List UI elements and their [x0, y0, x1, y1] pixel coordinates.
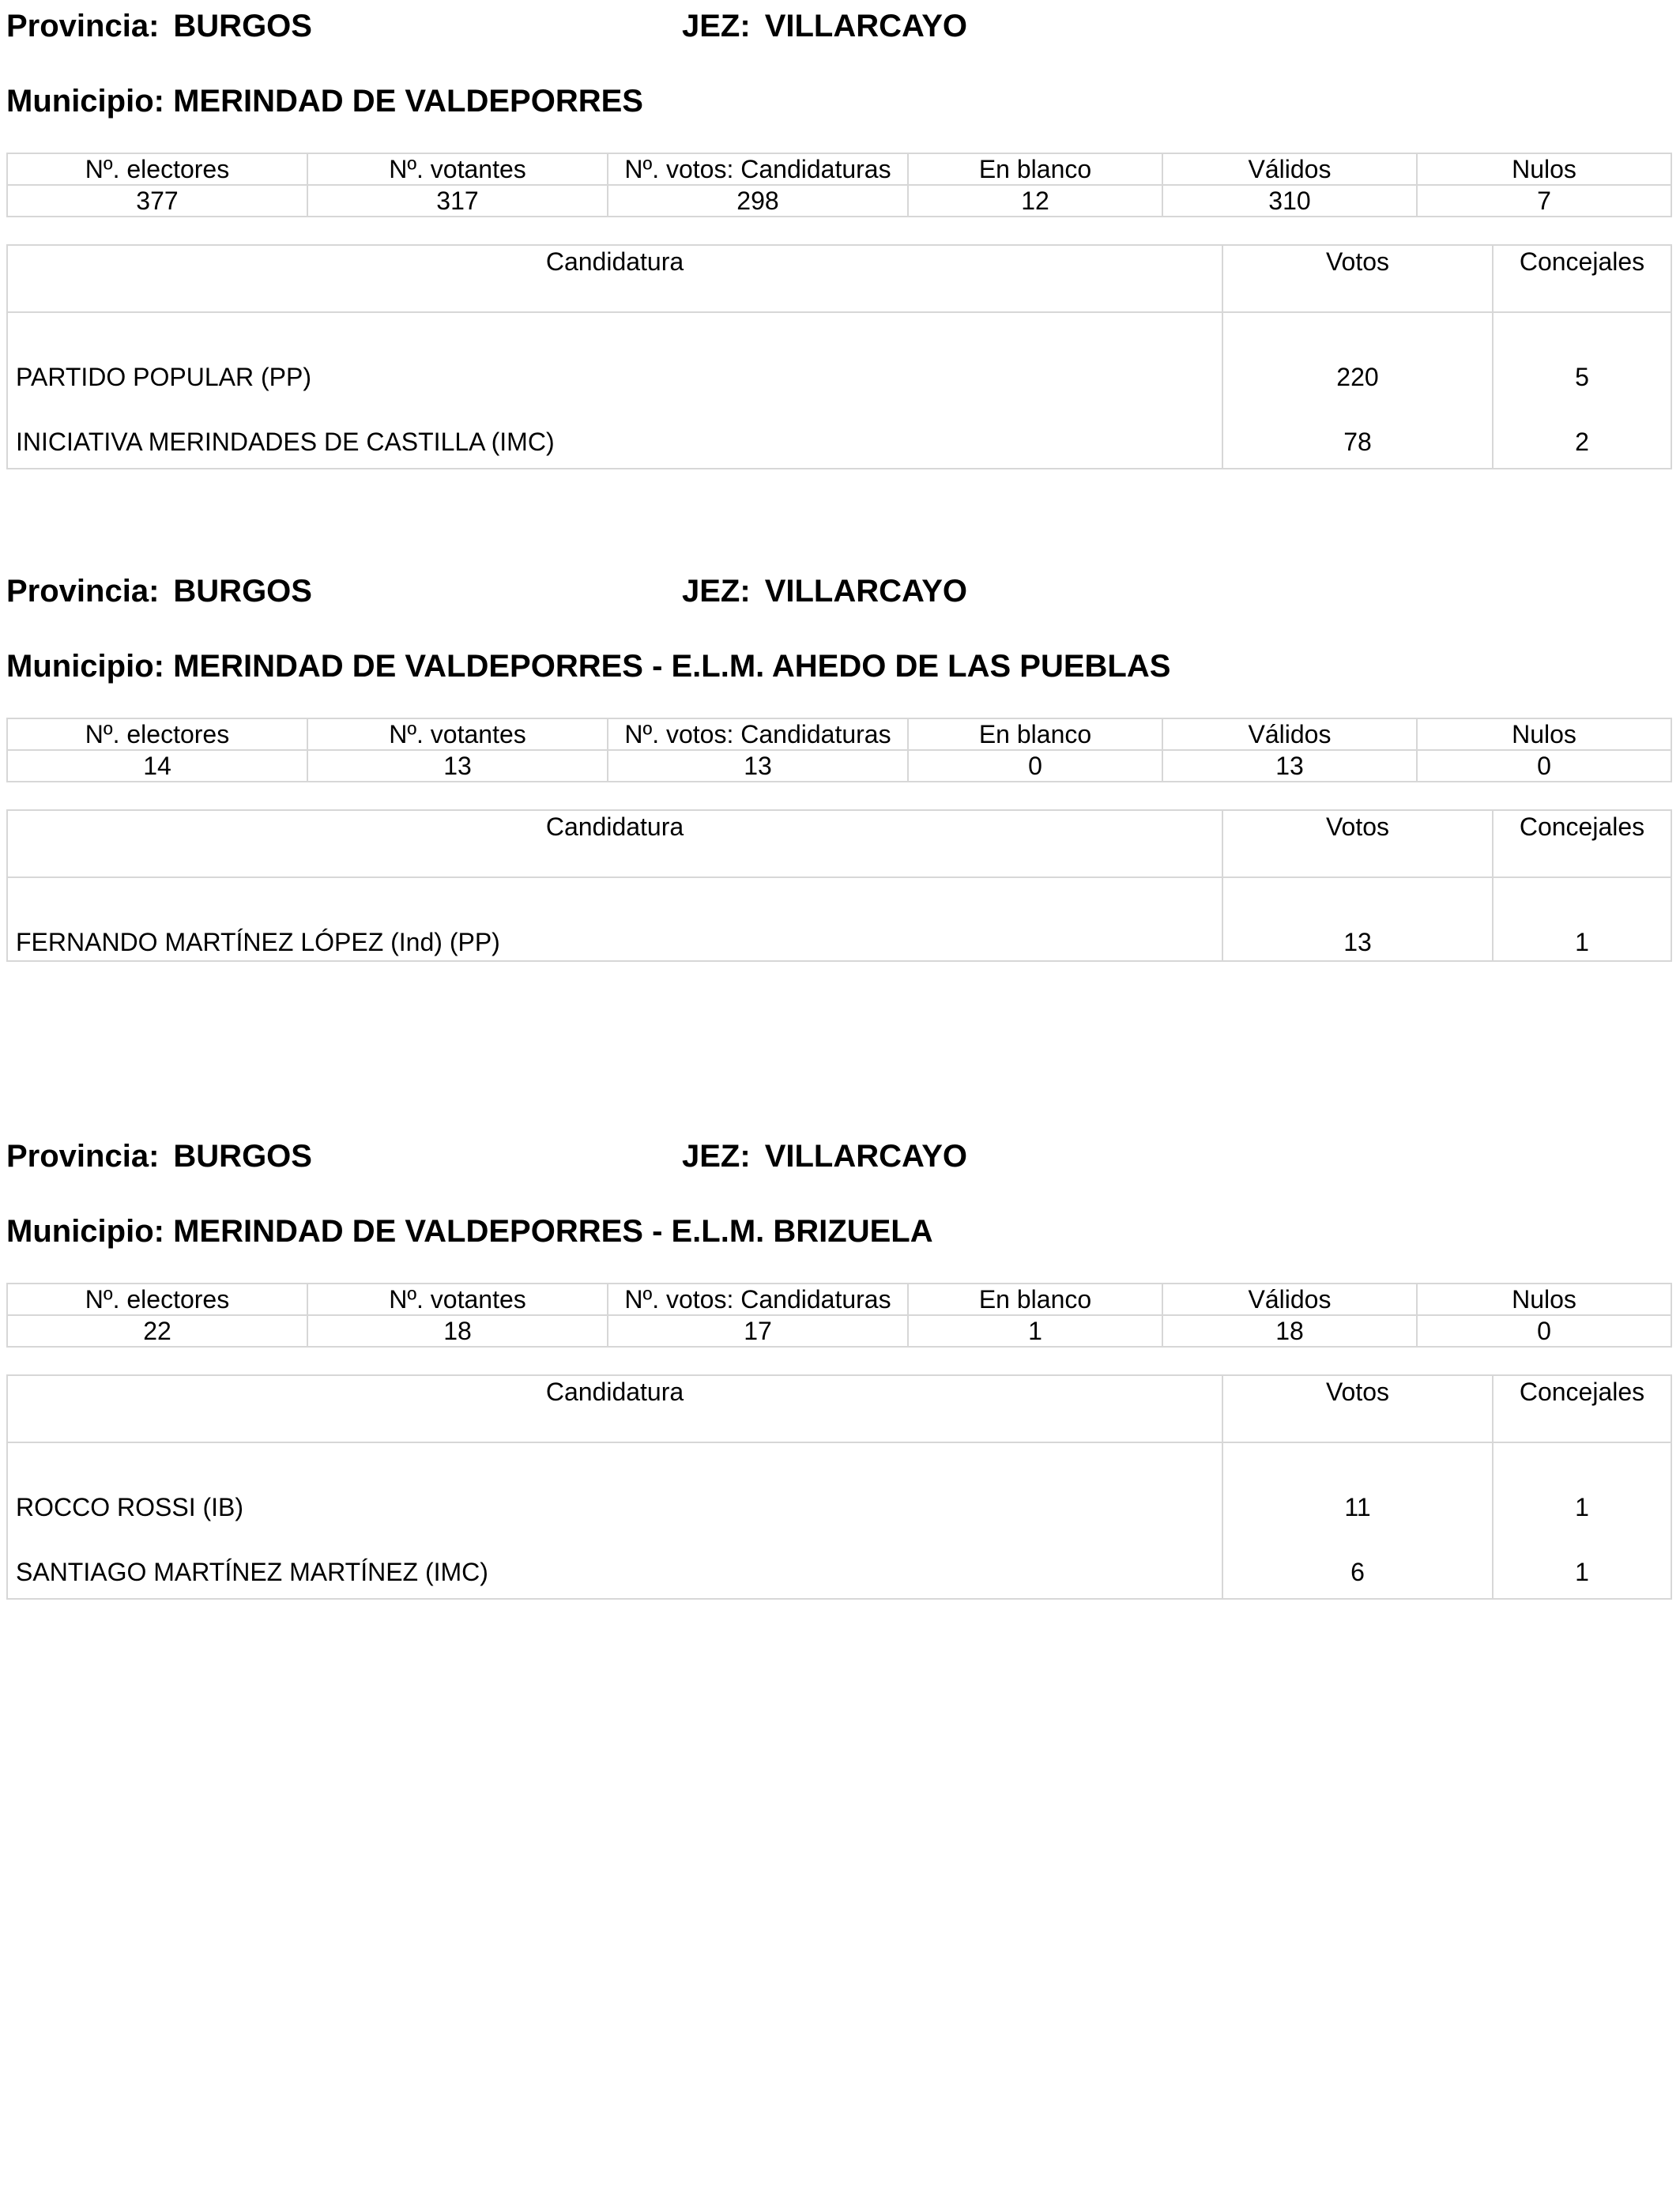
stats-header-row [7, 153, 1671, 185]
stats-header: Nº. electores [7, 1284, 307, 1315]
municipio-value: MERINDAD DE VALDEPORRES - E.L.M. BRIZUELA [173, 1214, 933, 1249]
stats-value: 18 [307, 1315, 608, 1347]
candidatura-name: PARTIDO POPULAR (PP) [7, 312, 1222, 395]
table-row [7, 877, 1671, 961]
stats-header: En blanco [908, 153, 1162, 185]
jez-line [682, 567, 967, 615]
stats-value: 13 [1162, 750, 1417, 782]
municipio-value: MERINDAD DE VALDEPORRES [173, 84, 643, 119]
provincia-value: BURGOS [173, 1139, 312, 1174]
stats-header: Nº. votantes [307, 153, 608, 185]
municipality-section [6, 2, 1671, 469]
candidatura-name: FERNANDO MARTÍNEZ LÓPEZ (Ind) (PP) [7, 877, 1222, 961]
jez-label: JEZ: [682, 574, 751, 609]
stats-value: 17 [608, 1315, 908, 1347]
cand-header: Concejales [1493, 1375, 1671, 1442]
stats-header-row [7, 1284, 1671, 1315]
candidaturas-table [6, 244, 1672, 469]
table-row [7, 395, 1671, 469]
cand-header-row [7, 810, 1671, 877]
stats-value: 7 [1417, 185, 1671, 217]
candidatura-votos: 6 [1222, 1525, 1493, 1599]
municipio-line [6, 643, 1671, 690]
stats-value: 0 [1417, 750, 1671, 782]
candidaturas-table [6, 809, 1672, 962]
jez-line [682, 1133, 967, 1180]
municipio-label: Municipio: [6, 1214, 164, 1249]
jez-line [682, 2, 967, 50]
candidatura-concejales: 5 [1493, 312, 1671, 395]
cand-header: Candidatura [7, 245, 1222, 312]
municipio-value: MERINDAD DE VALDEPORRES - E.L.M. AHEDO DE LAS PUEBLAS [173, 649, 1171, 684]
stats-value: 14 [7, 750, 307, 782]
stats-header: Nº. votantes [307, 718, 608, 750]
stats-value: 0 [1417, 1315, 1671, 1347]
stats-value: 310 [1162, 185, 1417, 217]
candidaturas-table [6, 1374, 1672, 1600]
stats-header: Nulos [1417, 153, 1671, 185]
candidatura-concejales: 2 [1493, 395, 1671, 469]
jez-label: JEZ: [682, 1139, 751, 1174]
stats-table [6, 153, 1672, 217]
table-row [7, 312, 1671, 395]
municipality-section [6, 1133, 1671, 1600]
stats-header: En blanco [908, 1284, 1162, 1315]
candidatura-concejales: 1 [1493, 877, 1671, 961]
candidatura-votos: 78 [1222, 395, 1493, 469]
jez-value: VILLARCAYO [764, 9, 968, 43]
cand-header: Votos [1222, 1375, 1493, 1442]
municipio-label: Municipio: [6, 84, 164, 119]
candidatura-concejales: 1 [1493, 1525, 1671, 1599]
stats-value: 13 [307, 750, 608, 782]
cand-header-row [7, 245, 1671, 312]
cand-header: Candidatura [7, 1375, 1222, 1442]
stats-value: 22 [7, 1315, 307, 1347]
candidatura-concejales: 1 [1493, 1442, 1671, 1525]
candidatura-votos: 13 [1222, 877, 1493, 961]
provincia-label: Provincia: [6, 1139, 160, 1174]
stats-header: Válidos [1162, 718, 1417, 750]
stats-value: 18 [1162, 1315, 1417, 1347]
municipality-section [6, 567, 1671, 962]
stats-value: 0 [908, 750, 1162, 782]
provincia-value: BURGOS [173, 9, 312, 43]
provincia-label: Provincia: [6, 9, 160, 43]
province-line [6, 567, 1671, 615]
stats-value: 13 [608, 750, 908, 782]
stats-value-row [7, 185, 1671, 217]
cand-header-row [7, 1375, 1671, 1442]
stats-header: Nº. electores [7, 153, 307, 185]
cand-header: Concejales [1493, 245, 1671, 312]
stats-header: Nulos [1417, 718, 1671, 750]
stats-header: En blanco [908, 718, 1162, 750]
stats-header: Nº. votos: Candidaturas [608, 153, 908, 185]
provincia-label: Provincia: [6, 574, 160, 609]
stats-value: 317 [307, 185, 608, 217]
stats-header: Nº. electores [7, 718, 307, 750]
municipio-label: Municipio: [6, 649, 164, 684]
cand-header: Concejales [1493, 810, 1671, 877]
stats-value-row [7, 750, 1671, 782]
municipio-line [6, 77, 1671, 125]
municipio-line [6, 1208, 1671, 1255]
jez-value: VILLARCAYO [764, 574, 968, 609]
candidatura-name: INICIATIVA MERINDADES DE CASTILLA (IMC) [7, 395, 1222, 469]
stats-header: Nº. votos: Candidaturas [608, 1284, 908, 1315]
provincia-value: BURGOS [173, 574, 312, 609]
province-line [6, 1133, 1671, 1180]
stats-value: 1 [908, 1315, 1162, 1347]
stats-value-row [7, 1315, 1671, 1347]
candidatura-votos: 220 [1222, 312, 1493, 395]
jez-label: JEZ: [682, 9, 751, 43]
stats-header: Válidos [1162, 153, 1417, 185]
stats-header-row [7, 718, 1671, 750]
stats-table [6, 718, 1672, 782]
table-row [7, 1525, 1671, 1599]
candidatura-name: ROCCO ROSSI (IB) [7, 1442, 1222, 1525]
stats-value: 12 [908, 185, 1162, 217]
cand-header: Votos [1222, 810, 1493, 877]
cand-header: Candidatura [7, 810, 1222, 877]
stats-value: 298 [608, 185, 908, 217]
table-row [7, 1442, 1671, 1525]
candidatura-name: SANTIAGO MARTÍNEZ MARTÍNEZ (IMC) [7, 1525, 1222, 1599]
province-line [6, 2, 1671, 50]
stats-value: 377 [7, 185, 307, 217]
stats-table [6, 1283, 1672, 1348]
jez-value: VILLARCAYO [764, 1139, 968, 1174]
candidatura-votos: 11 [1222, 1442, 1493, 1525]
stats-header: Válidos [1162, 1284, 1417, 1315]
stats-header: Nº. votos: Candidaturas [608, 718, 908, 750]
stats-header: Nº. votantes [307, 1284, 608, 1315]
cand-header: Votos [1222, 245, 1493, 312]
stats-header: Nulos [1417, 1284, 1671, 1315]
